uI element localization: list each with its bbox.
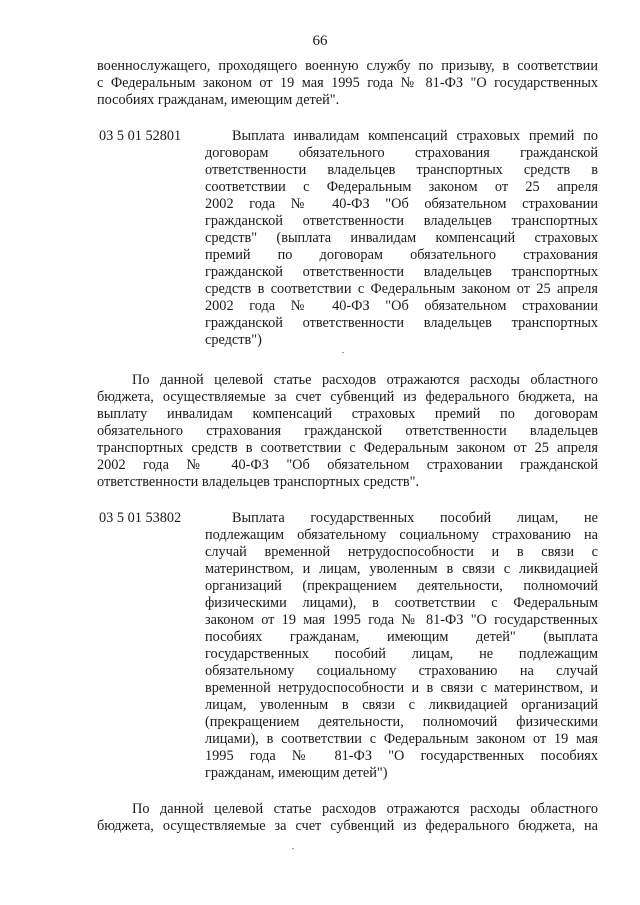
entry-line: средств") (205, 332, 262, 348)
entry-line: материнством, и лицам, уволенным в связи с ликвидацией (205, 561, 598, 577)
scan-speck (292, 848, 294, 849)
entry-line: Выплата государственных пособий лицам, не (232, 510, 598, 526)
entry-line: гражданской ответственности владельцев транспортных (205, 213, 598, 229)
entry-code: 03 5 01 52801 (99, 128, 182, 144)
entry-line: премий по договорам обязательного страхования (205, 247, 598, 263)
entry-line: государственных пособий лицам, не подлежащим (205, 646, 598, 662)
entry-line: организаций (прекращением деятельности, полномочий (205, 578, 598, 594)
paragraph-line: транспортных средств в соответствии с Федеральным законом от 25 апреля (97, 440, 598, 456)
entry-line: Выплата инвалидам компенсаций страховых премий по (232, 128, 598, 144)
paragraph-line: бюджета, осуществляемые за счет субвенций из федерального бюджета, на (97, 818, 598, 834)
entry-line: физическими лицами), в соответствии с Федеральным (205, 595, 598, 611)
intro-line: с Федеральным законом от 19 мая 1995 года № 81-ФЗ "О государственных (97, 75, 598, 91)
entry-line: средств" (выплата инвалидам компенсаций страховых (205, 230, 598, 246)
entry-line: подлежащим обязательному социальному страхованию на (205, 527, 598, 543)
entry-line: договорам обязательного страхования гражданской (205, 145, 598, 161)
entry-line: средств в соответствии с Федеральным законом от 25 апреля (205, 281, 598, 297)
page-number: 66 (312, 33, 328, 49)
intro-line: пособиях гражданам, имеющим детей". (97, 92, 340, 108)
entry-code: 03 5 01 53802 (99, 510, 182, 526)
entry-line: 2002 года № 40-ФЗ "Об обязательном страховании (205, 298, 598, 314)
entry-line: 2002 года № 40-ФЗ "Об обязательном страховании (205, 196, 598, 212)
entry-line: лицам, уволенным в связи с ликвидацией организаций (205, 697, 598, 713)
paragraph-line: выплату инвалидам компенсаций страховых премий по договорам (97, 406, 598, 422)
paragraph-line: 2002 года № 40-ФЗ "Об обязательном страховании гражданской (97, 457, 598, 473)
entry-line: соответствии с Федеральным законом от 25 апреля (205, 179, 598, 195)
entry-line: законом от 19 мая 1995 года № 81-ФЗ "О государственных (205, 612, 598, 628)
entry-line: (прекращением деятельности, полномочий физическими (205, 714, 598, 730)
intro-line: военнослужащего, проходящего военную службу по призыву, в соответствии (97, 58, 598, 74)
paragraph-line: По данной целевой статье расходов отражаются расходы областного (132, 372, 598, 388)
entry-line: гражданской ответственности владельцев транспортных (205, 315, 598, 331)
scan-speck (342, 352, 344, 353)
paragraph-line: обязательного страхования гражданской ответственности владельцев (97, 423, 598, 439)
paragraph-line: По данной целевой статье расходов отражаются расходы областного (132, 801, 598, 817)
entry-line: ответственности владельцев транспортных средств в (205, 162, 598, 178)
entry-line: гражданской ответственности владельцев транспортных (205, 264, 598, 280)
entry-line: 1995 года № 81-ФЗ "О государственных пособиях (205, 748, 598, 764)
entry-line: гражданам, имеющим детей") (205, 765, 388, 781)
entry-line: лицами), в соответствии с Федеральным законом от 19 мая (205, 731, 598, 747)
entry-line: пособиях гражданам, имеющим детей" (выплата (205, 629, 598, 645)
entry-line: случай временной нетрудоспособности и в связи с (205, 544, 598, 560)
paragraph-line: ответственности владельцев транспортных средств". (97, 474, 420, 490)
entry-line: обязательному социальному страхованию на случай (205, 663, 598, 679)
paragraph-line: бюджета, осуществляемые за счет субвенций из федерального бюджета, на (97, 389, 598, 405)
entry-line: временной нетрудоспособности и в связи с материнством, и (205, 680, 598, 696)
